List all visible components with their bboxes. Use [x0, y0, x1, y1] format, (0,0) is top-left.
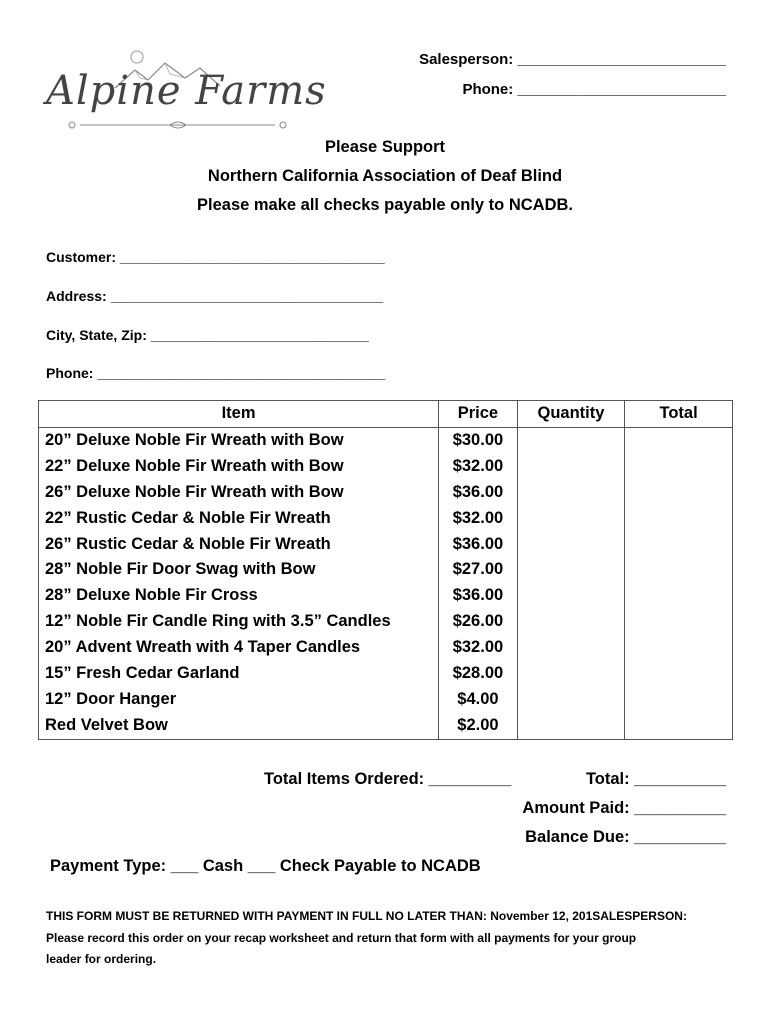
price-cell: $30.00: [439, 427, 518, 453]
quantity-cell[interactable]: [517, 687, 624, 713]
total-cell[interactable]: [625, 454, 733, 480]
table-row: [39, 427, 733, 453]
header-quantity: Quantity: [517, 401, 624, 428]
footer-line-2: Please record this order on your recap worksheet and return that form with all payments for your group: [46, 930, 637, 945]
footer-line-1: THIS FORM MUST BE RETURNED WITH PAYMENT IN FULL NO LATER THAN: November 12, 201SALESPERSON:: [46, 909, 687, 923]
payment-type-field[interactable]: Payment Type: ___ Cash ___ Check Payable to NCADB: [50, 857, 481, 875]
city-state-zip-field[interactable]: City, State, Zip: ____________________________: [46, 327, 369, 343]
quantity-cell[interactable]: [517, 480, 624, 506]
price-cell: $26.00: [439, 609, 518, 635]
item-cell: Red Velvet Bow: [39, 713, 439, 739]
header-price: Price: [439, 401, 518, 428]
item-cell: 28” Noble Fir Door Swag with Bow: [39, 557, 439, 583]
item-cell: 15” Fresh Cedar Garland: [39, 661, 439, 687]
heading-organization: Northern California Association of Deaf Blind: [207, 167, 563, 185]
order-table: [38, 400, 733, 740]
table-row: [39, 687, 733, 713]
balance-due-field[interactable]: Balance Due: __________: [525, 828, 726, 846]
price-cell: $32.00: [439, 454, 518, 480]
footer-line-3: leader for ordering.: [46, 952, 157, 966]
item-cell: 22” Deluxe Noble Fir Wreath with Bow: [39, 454, 439, 480]
price-cell: $28.00: [439, 661, 518, 687]
item-cell: 20” Deluxe Noble Fir Wreath with Bow: [39, 427, 439, 453]
salesperson-field[interactable]: Salesperson: _________________________: [419, 51, 726, 68]
quantity-cell[interactable]: [517, 661, 624, 687]
total-cell[interactable]: [625, 557, 733, 583]
total-cell[interactable]: [625, 427, 733, 453]
salesperson-phone-field[interactable]: Phone: _________________________: [462, 81, 726, 98]
quantity-cell[interactable]: [517, 583, 624, 609]
quantity-cell[interactable]: [517, 557, 624, 583]
address-field[interactable]: Address: ___________________________________: [46, 288, 384, 304]
customer-phone-field[interactable]: Phone: _____________________________________: [46, 365, 386, 381]
quantity-cell[interactable]: [517, 609, 624, 635]
total-field[interactable]: Total: __________: [585, 770, 726, 788]
item-cell: 12” Door Hanger: [39, 687, 439, 713]
table-row: [39, 454, 733, 480]
price-cell: $27.00: [439, 557, 518, 583]
item-cell: 22” Rustic Cedar & Noble Fir Wreath: [39, 506, 439, 532]
total-cell[interactable]: [625, 480, 733, 506]
total-cell[interactable]: [625, 583, 733, 609]
quantity-cell[interactable]: [517, 635, 624, 661]
table-row: [39, 532, 733, 558]
price-cell: $36.00: [439, 532, 518, 558]
price-cell: $4.00: [439, 687, 518, 713]
total-cell[interactable]: [625, 687, 733, 713]
total-cell[interactable]: [625, 635, 733, 661]
total-items-ordered-field[interactable]: Total Items Ordered: _________: [264, 770, 512, 788]
quantity-cell[interactable]: [517, 427, 624, 453]
header-total: Total: [625, 401, 733, 428]
table-row: [39, 635, 733, 661]
table-row: [39, 480, 733, 506]
table-row: [39, 583, 733, 609]
heading-checks-payable: Please make all checks payable only to NCADB.: [197, 196, 573, 214]
total-cell[interactable]: [625, 609, 733, 635]
total-cell[interactable]: [625, 506, 733, 532]
quantity-cell[interactable]: [517, 532, 624, 558]
amount-paid-field[interactable]: Amount Paid: __________: [522, 799, 726, 817]
table-header-row: [39, 401, 733, 428]
item-cell: 26” Deluxe Noble Fir Wreath with Bow: [39, 480, 439, 506]
item-cell: 28” Deluxe Noble Fir Cross: [39, 583, 439, 609]
price-cell: $36.00: [439, 480, 518, 506]
table-row: [39, 713, 733, 739]
item-cell: 26” Rustic Cedar & Noble Fir Wreath: [39, 532, 439, 558]
table-row: [39, 661, 733, 687]
price-cell: $32.00: [439, 635, 518, 661]
customer-field[interactable]: Customer: __________________________________: [46, 249, 385, 265]
quantity-cell[interactable]: [517, 713, 624, 739]
table-row: [39, 609, 733, 635]
item-cell: 20” Advent Wreath with 4 Taper Candles: [39, 635, 439, 661]
alpine-farms-logo: [40, 48, 330, 138]
quantity-cell[interactable]: [517, 454, 624, 480]
table-row: [39, 506, 733, 532]
total-cell[interactable]: [625, 532, 733, 558]
footer-instructions: [46, 906, 736, 971]
heading-support: Please Support: [324, 138, 446, 156]
header-item: Item: [39, 401, 439, 428]
quantity-cell[interactable]: [517, 506, 624, 532]
price-cell: $32.00: [439, 506, 518, 532]
price-cell: $36.00: [439, 583, 518, 609]
total-cell[interactable]: [625, 661, 733, 687]
price-cell: $2.00: [439, 713, 518, 739]
total-cell[interactable]: [625, 713, 733, 739]
logo-text: Alpine Farms: [46, 68, 327, 114]
item-cell: 12” Noble Fir Candle Ring with 3.5” Candles: [39, 609, 439, 635]
table-row: [39, 557, 733, 583]
